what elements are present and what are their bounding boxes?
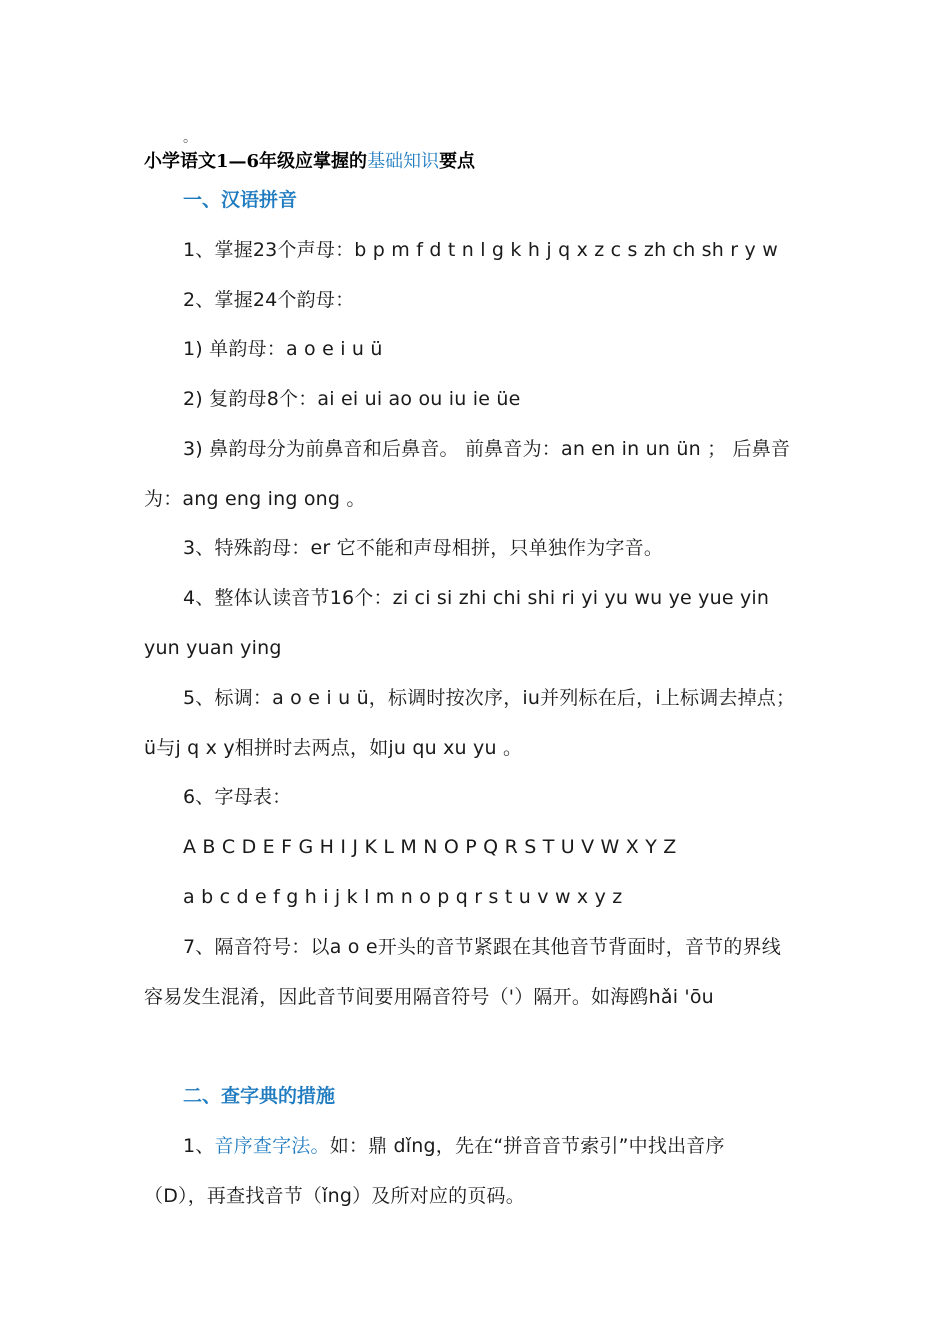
para-compound-finals: 2) 复韵母8个：ai ei ui ao ou iu ie üe: [183, 388, 521, 410]
para-phonetic-lookup-text: 如：鼎 dǐng，先在“拼音音节索引”中找出音序: [329, 1135, 725, 1157]
para-whole-syllables-cont: yun yuan ying: [144, 637, 282, 659]
section-heading-pinyin: 一、汉语拼音: [183, 189, 298, 211]
para-simple-finals: 1) 单韵母：a o e i u ü: [183, 338, 383, 360]
title-text-1: 小学语文1—6年级应掌握的: [144, 151, 368, 172]
para-alphabet-label: 6、字母表：: [183, 786, 292, 808]
para-apostrophe: 7、隔音符号：以a o e开头的音节紧跟在其他音节背面时，音节的界线: [183, 936, 781, 958]
document-title: [144, 150, 475, 174]
phonetic-lookup-link[interactable]: 音序查字法。: [214, 1135, 330, 1157]
para-whole-syllables: 4、整体认读音节16个：zi ci si zhi chi shi ri yi yu wu ye yue yin: [183, 587, 770, 609]
title-link[interactable]: 基础知识: [367, 151, 440, 172]
para-phonetic-lookup: [183, 1134, 725, 1158]
para-initials: 1、掌握23个声母：b p m f d t n l g k h j q x z c s zh ch sh r y w: [183, 239, 778, 261]
para-nasal-finals-cont: 为：ang eng ing ong 。: [144, 488, 366, 510]
para-special-final: 3、特殊韵母：er 它不能和声母相拼，只单独作为字音。: [183, 537, 664, 559]
section-heading-dictionary: 二、查字典的措施: [183, 1085, 336, 1107]
para-alphabet-upper: A B C D E F G H I J K L M N O P Q R S T U V W X Y Z: [183, 836, 677, 858]
para-apostrophe-cont: 容易发生混淆，因此音节间要用隔音符号（'）隔开。如海鸥hǎi 'ōu: [144, 986, 714, 1008]
stray-dot: 。: [183, 130, 197, 146]
para-phonetic-lookup-num: 1、: [183, 1135, 215, 1157]
para-tone-marks-cont: ü与j q x y相拼时去两点，如ju qu xu yu 。: [144, 737, 523, 759]
para-phonetic-lookup-cont: （D），再查找音节（ǐng）及所对应的页码。: [144, 1185, 525, 1207]
para-nasal-finals: 3) 鼻韵母分为前鼻音和后鼻音。 前鼻音为：an en in un ün ； 后鼻音: [183, 438, 791, 460]
para-finals: 2、掌握24个韵母：: [183, 289, 355, 311]
para-alphabet-lower: a b c d e f g h i j k l m n o p q r s t u v w x y z: [183, 886, 623, 908]
para-tone-marks: 5、标调：a o e i u ü，标调时按次序，iu并列标在后，i上标调去掉点；: [183, 687, 796, 709]
title-text-2: 要点: [439, 151, 476, 172]
